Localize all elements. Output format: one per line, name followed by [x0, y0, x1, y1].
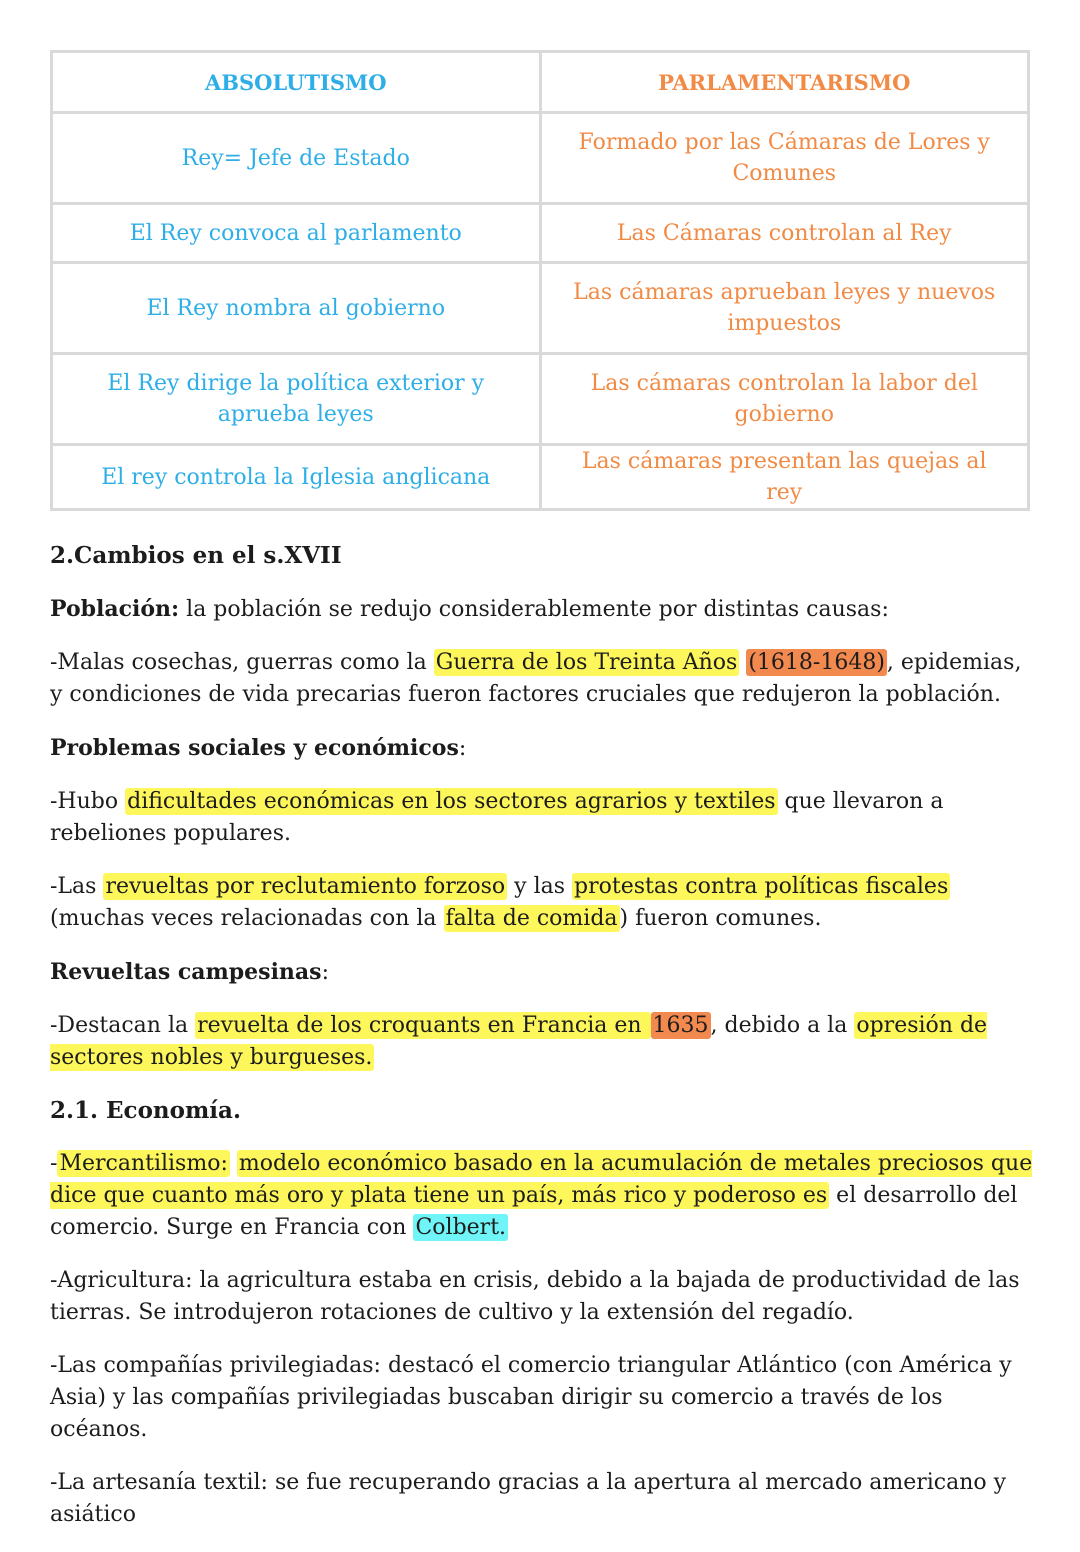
text: ) fueron comunes. [619, 906, 822, 931]
cell-absolutismo: Rey= Jefe de Estado [52, 113, 541, 204]
text: : [321, 960, 329, 985]
header-parlamentarismo: PARLAMENTARISMO [540, 52, 1029, 113]
label-revueltas: Revueltas campesinas [50, 959, 322, 985]
table-row [52, 204, 1029, 263]
paragraph-revueltas-heading [50, 956, 1040, 989]
table-row [52, 113, 1029, 204]
text: , epidemias, y condiciones de vida precarias fueron factores cruciales que redujeron la población. [50, 650, 1022, 707]
paragraph-problemas-heading [50, 732, 1040, 765]
highlight-modelo: modelo económico basado en la acumulación de metales preciosos que dice que cuanto más oro y plata tiene un país, más rico y poderoso es [50, 1151, 1033, 1208]
label-poblacion: Población: [50, 596, 180, 622]
cell-absolutismo: El Rey nombra al gobierno [52, 263, 541, 354]
text: -Hubo [50, 789, 126, 814]
cell-parlamentarismo: Las cámaras aprueban leyes y nuevos impuestos [540, 263, 1029, 354]
paragraph-dificultades [50, 786, 1040, 850]
table-row [52, 445, 1029, 510]
paragraph-mercantilismo [50, 1148, 1040, 1244]
highlight-croquants: revuelta de los croquants en Francia en [197, 1013, 649, 1038]
table-header-row [52, 52, 1029, 113]
table-row [52, 263, 1029, 354]
section-title-economia: 2.1. Economía. [50, 1097, 241, 1124]
table-row [52, 354, 1029, 445]
paragraph-artesania: -La artesanía textil: se fue recuperando gracias a la apertura al mercado americano y asiático [50, 1470, 1007, 1527]
highlight-comida: falta de comida [445, 906, 618, 931]
highlight-dificultades: dificultades económicas en los sectores agrarios y textiles [127, 789, 776, 814]
comparison-table [50, 50, 1030, 511]
paragraph-companias: -Las compañías privilegiadas: destacó el comercio triangular Atlántico (con América y Asia) y las compañías privilegiadas buscaban dirigir su comercio a través de los océanos. [50, 1353, 1012, 1442]
cell-absolutismo: El Rey convoca al parlamento [52, 204, 541, 263]
cell-parlamentarismo: Las cámaras controlan la labor del gobierno [540, 354, 1029, 445]
text-poblacion: la población se redujo considerablemente por distintas causas: [179, 597, 889, 622]
text [230, 1151, 237, 1176]
paragraph-croquants [50, 1010, 1040, 1074]
cell-parlamentarismo: Las cámaras presentan las quejas al rey [540, 445, 1029, 510]
paragraph-agricultura: -Agricultura: la agricultura estaba en crisis, debido a la bajada de productividad de las tierras. Se introdujeron rotaciones de cultivo y la extensión del regadío. [50, 1268, 1020, 1325]
highlight-mercantilismo: Mercantilismo: [59, 1151, 228, 1176]
section-title-cambios: 2.Cambios en el s.XVII [50, 542, 342, 569]
highlight-protestas: protestas contra políticas fiscales [574, 874, 949, 899]
text: : [458, 736, 467, 761]
cell-absolutismo: El rey controla la Iglesia anglicana [52, 445, 541, 510]
highlight-date: 1635 [652, 1013, 709, 1038]
highlight-reclutamiento: revueltas por reclutamiento forzoso [105, 874, 506, 899]
paragraph-poblacion [50, 593, 1040, 626]
text: (muchas veces relacionadas con la [50, 906, 444, 931]
text: el desarrollo del comercio. Surge en Francia con [50, 1183, 1018, 1240]
highlight-opresion: opresión de sectores nobles y burgueses. [50, 1013, 988, 1070]
text: -Malas cosechas, guerras como la [50, 650, 434, 675]
text: - [50, 1151, 58, 1176]
document-body [50, 540, 1040, 1552]
text: -Las [50, 874, 104, 899]
text: -Destacan la [50, 1013, 196, 1038]
paragraph-revueltas-protestas [50, 871, 1040, 935]
cell-absolutismo: El Rey dirige la política exterior y aprueba leyes [52, 354, 541, 445]
paragraph-causas [50, 647, 1040, 711]
header-absolutismo: ABSOLUTISMO [52, 52, 541, 113]
highlight-guerra: Guerra de los Treinta Años [435, 650, 738, 675]
text: , debido a la [710, 1013, 855, 1038]
text: y las [507, 874, 573, 899]
highlight-colbert: Colbert. [415, 1215, 507, 1240]
text: que llevaron a rebeliones populares. [50, 789, 944, 846]
highlight-date: (1618-1648) [748, 650, 885, 675]
cell-parlamentarismo: Formado por las Cámaras de Lores y Comunes [540, 113, 1029, 204]
label-problemas: Problemas sociales y económicos [50, 735, 459, 761]
cell-parlamentarismo: Las Cámaras controlan al Rey [540, 204, 1029, 263]
